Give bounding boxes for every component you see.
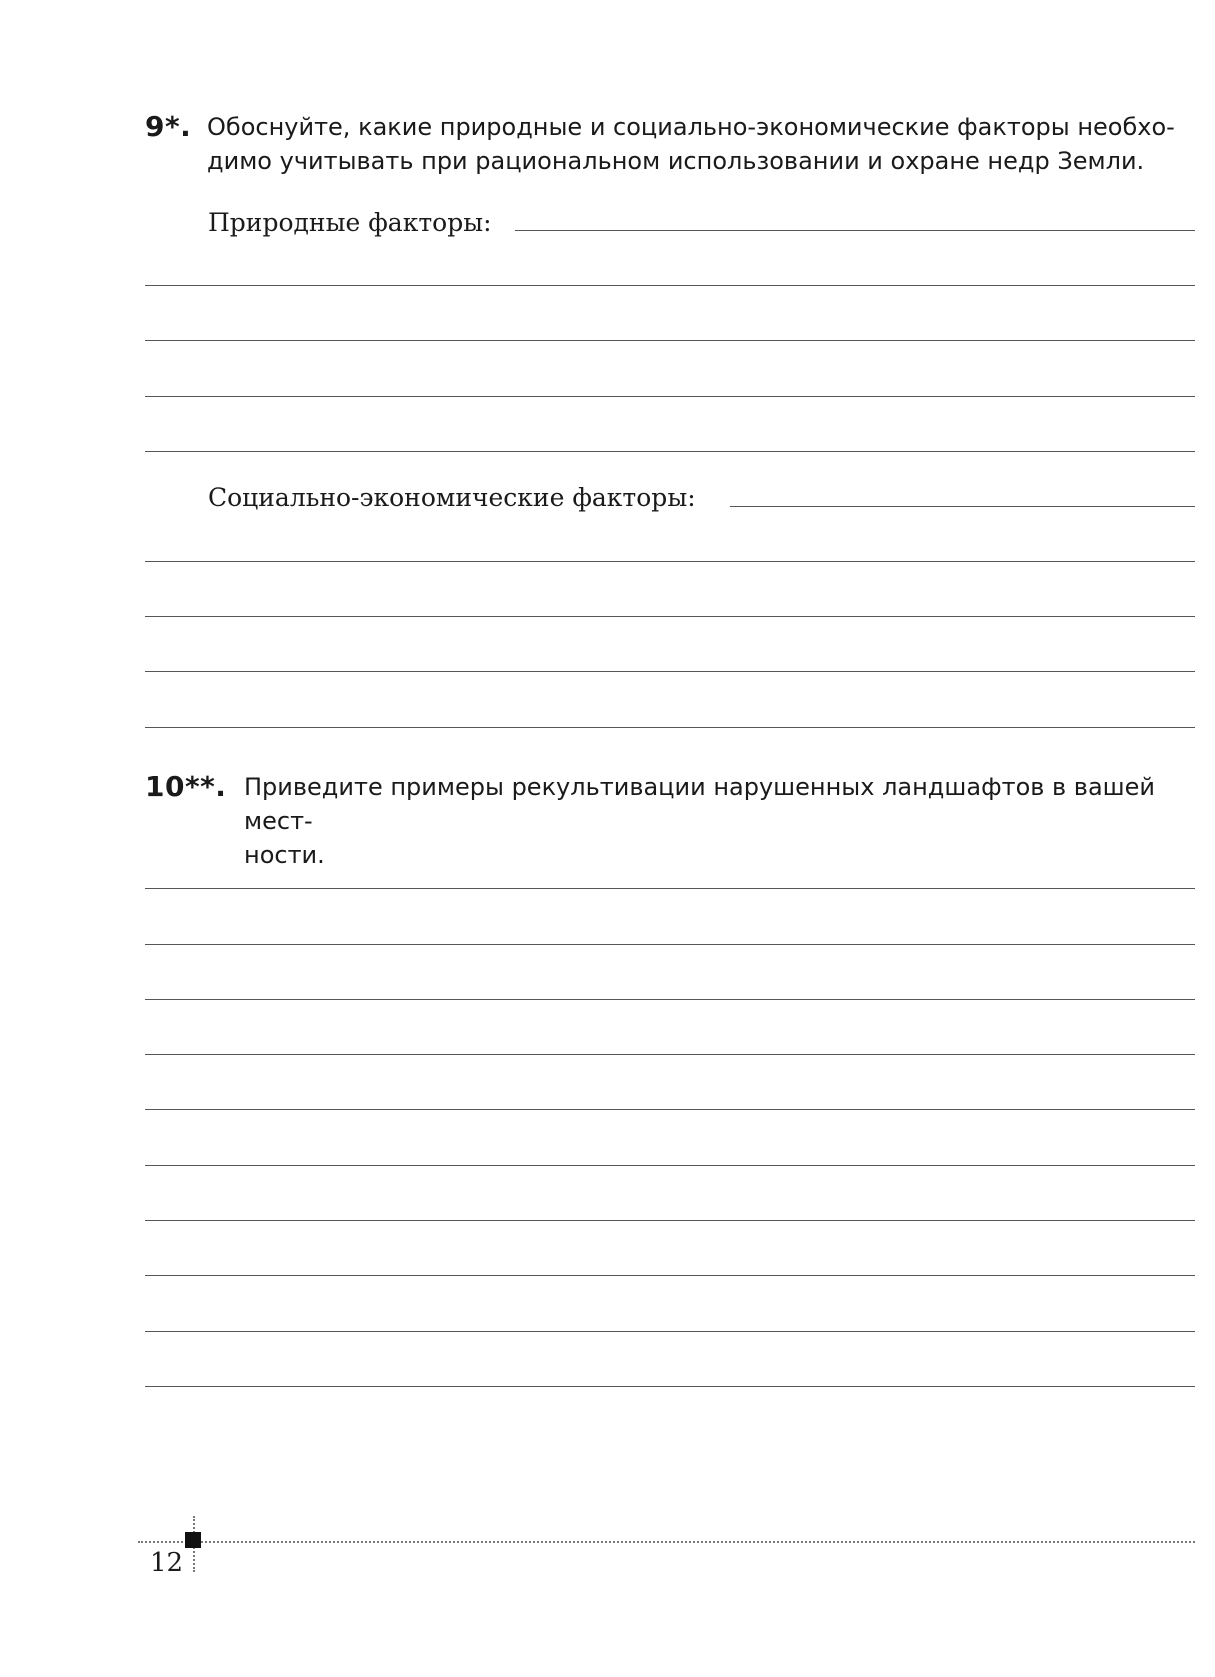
social-economic-factors-label: Социально-экономические факторы: (208, 483, 696, 512)
task-9-number: 9*. (145, 110, 192, 143)
answer-line[interactable] (145, 1275, 1195, 1276)
answer-line[interactable] (145, 616, 1195, 617)
task-10-question (244, 770, 1195, 872)
answer-line[interactable] (145, 888, 1195, 889)
answer-line[interactable] (145, 944, 1195, 945)
answer-line[interactable] (145, 1109, 1195, 1110)
answer-line[interactable] (145, 1386, 1195, 1387)
answer-line[interactable] (145, 999, 1195, 1000)
answer-line[interactable] (145, 1165, 1195, 1166)
task-9-question (207, 110, 1175, 178)
answer-line[interactable] (145, 285, 1195, 286)
task-9-question-line-2: димо учитывать при рациональном использовании и охране недр Земли. (207, 147, 1145, 175)
natural-factors-label: Природные факторы: (208, 208, 492, 237)
task-10-question-line-2: ности. (244, 841, 325, 869)
footer-divider (138, 1541, 1195, 1543)
answer-line[interactable] (145, 396, 1195, 397)
answer-line[interactable] (145, 451, 1195, 452)
answer-line[interactable] (145, 1331, 1195, 1332)
social-economic-factors-answer-line[interactable] (730, 506, 1195, 507)
task-9-question-line-1: Обоснуйте, какие природные и социально-экономические факторы необхо- (207, 113, 1175, 141)
page-number: 12 (150, 1548, 184, 1578)
answer-line[interactable] (145, 1220, 1195, 1221)
answer-line[interactable] (145, 671, 1195, 672)
natural-factors-answer-line[interactable] (515, 230, 1195, 231)
answer-line[interactable] (145, 340, 1195, 341)
answer-line[interactable] (145, 1054, 1195, 1055)
task-10-number: 10**. (145, 770, 227, 803)
answer-line[interactable] (145, 727, 1195, 728)
footer-marker-icon (185, 1532, 201, 1548)
answer-line[interactable] (145, 561, 1195, 562)
task-10-question-line-1: Приведите примеры рекультивации нарушенных ландшафтов в вашей мест- (244, 773, 1155, 835)
